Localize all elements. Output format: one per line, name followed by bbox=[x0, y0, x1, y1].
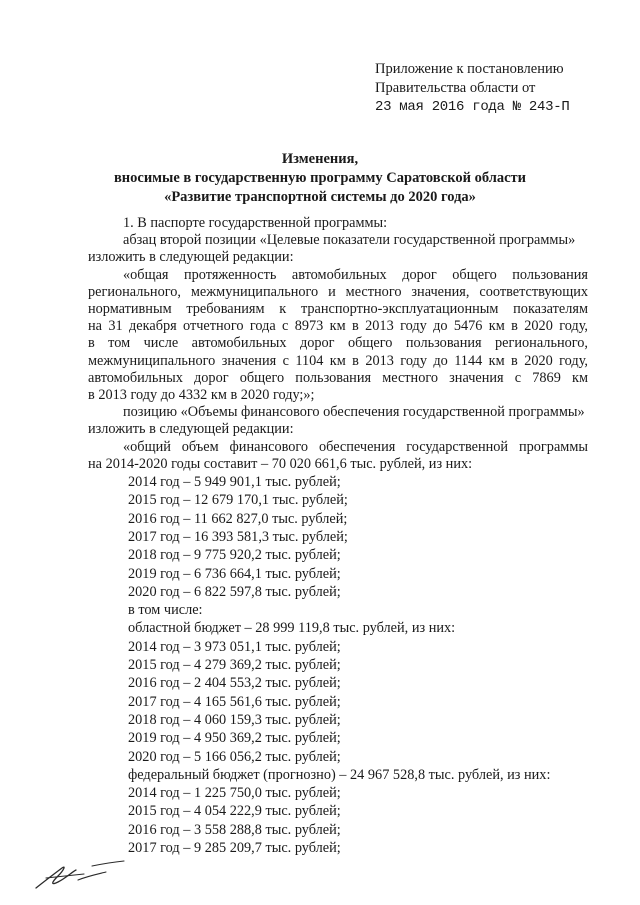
including-label: в том числе: bbox=[128, 602, 203, 619]
funding-intro-line-1: «общий объем финансового обеспечения государственной программы bbox=[123, 438, 588, 455]
title-line-1: Изменения, bbox=[281, 151, 359, 167]
regional-year-2014: 2014 год – 3 973 051,1 тыс. рублей; bbox=[128, 638, 341, 655]
appendix-line-2: Правительства области от bbox=[375, 80, 536, 96]
regional-year-2015: 2015 год – 4 279 369,2 тыс. рублей; bbox=[128, 657, 341, 674]
paragraph-3-line-2: изложить в следующей редакции: bbox=[88, 421, 294, 438]
appendix-date-line: 23 мая 2016 года № 243-П bbox=[375, 99, 570, 115]
appendix-header bbox=[375, 60, 569, 117]
federal-year-2016: 2016 год – 3 558 288,8 тыс. рублей; bbox=[128, 821, 341, 838]
federal-budget-heading: федеральный бюджет (прогнозно) – 24 967 528,8 тыс. рублей, из них: bbox=[128, 766, 551, 783]
total-year-2020: 2020 год – 6 822 597,8 тыс. рублей; bbox=[128, 583, 341, 600]
quote-line-7: автомобильных дорог общего пользования местного значения с 7869 км bbox=[88, 369, 588, 386]
quote-line-6: межмуниципального значения с 1104 км в 2013 году до 1144 км в 2020 году, bbox=[88, 352, 588, 369]
document-body bbox=[88, 215, 588, 857]
regional-year-2018: 2018 год – 4 060 159,3 тыс. рублей; bbox=[128, 711, 341, 728]
title-line-3: «Развитие транспортной системы до 2020 года» bbox=[164, 189, 476, 205]
paragraph-3-line-1: позицию «Объемы финансового обеспечения государственной программы» bbox=[123, 404, 585, 421]
quote-line-1: «общая протяженность автомобильных дорог общего пользования bbox=[123, 266, 588, 283]
regional-year-2019: 2019 год – 4 950 369,2 тыс. рублей; bbox=[128, 730, 341, 747]
total-year-2014: 2014 год – 5 949 901,1 тыс. рублей; bbox=[128, 474, 341, 491]
federal-year-2015: 2015 год – 4 054 222,9 тыс. рублей; bbox=[128, 803, 341, 820]
paragraph-2-line-1: абзац второй позиции «Целевые показатели государственной программы» bbox=[123, 232, 576, 249]
quote-line-5: в том числе автомобильных дорог общего пользования регионального, bbox=[88, 335, 588, 352]
paragraph-1: 1. В паспорте государственной программы: bbox=[123, 215, 388, 231]
document-title bbox=[0, 150, 640, 207]
title-line-2: вносимые в государственную программу Саратовской области bbox=[113, 170, 527, 186]
total-year-2018: 2018 год – 9 775 920,2 тыс. рублей; bbox=[128, 547, 341, 564]
federal-year-2014: 2014 год – 1 225 750,0 тыс. рублей; bbox=[128, 785, 341, 802]
regional-budget-heading: областной бюджет – 28 999 119,8 тыс. рублей, из них: bbox=[128, 620, 456, 637]
funding-intro-line-2: на 2014-2020 годы составит – 70 020 661,6 тыс. рублей, из них: bbox=[88, 455, 473, 472]
total-year-2017: 2017 год – 16 393 581,3 тыс. рублей; bbox=[128, 528, 348, 545]
federal-year-2017: 2017 год – 9 285 209,7 тыс. рублей; bbox=[128, 839, 341, 856]
quote-line-3: нормативным требованиям к транспортно-эксплуатационным показателям bbox=[88, 301, 588, 318]
quote-line-2: регионального, межмуниципального и местного значения, соответствующих bbox=[88, 283, 588, 300]
total-year-2016: 2016 год – 11 662 827,0 тыс. рублей; bbox=[128, 510, 348, 527]
regional-year-2016: 2016 год – 2 404 553,2 тыс. рублей; bbox=[128, 675, 341, 692]
appendix-line-1: Приложение к постановлению bbox=[375, 61, 564, 77]
regional-year-2020: 2020 год – 5 166 056,2 тыс. рублей; bbox=[128, 748, 341, 765]
paragraph-2-line-2: изложить в следующей редакции: bbox=[88, 249, 294, 266]
regional-year-2017: 2017 год – 4 165 561,6 тыс. рублей; bbox=[128, 693, 341, 710]
total-year-2019: 2019 год – 6 736 664,1 тыс. рублей; bbox=[128, 565, 341, 582]
quote-line-8: в 2013 году до 4332 км в 2020 году;»; bbox=[88, 387, 315, 404]
total-year-2015: 2015 год – 12 679 170,1 тыс. рублей; bbox=[128, 492, 348, 509]
handwritten-signature bbox=[32, 858, 142, 894]
quote-line-4: на 31 декабря отчетного года с 8973 км в 2013 году до 5476 км в 2020 году, bbox=[88, 318, 588, 335]
